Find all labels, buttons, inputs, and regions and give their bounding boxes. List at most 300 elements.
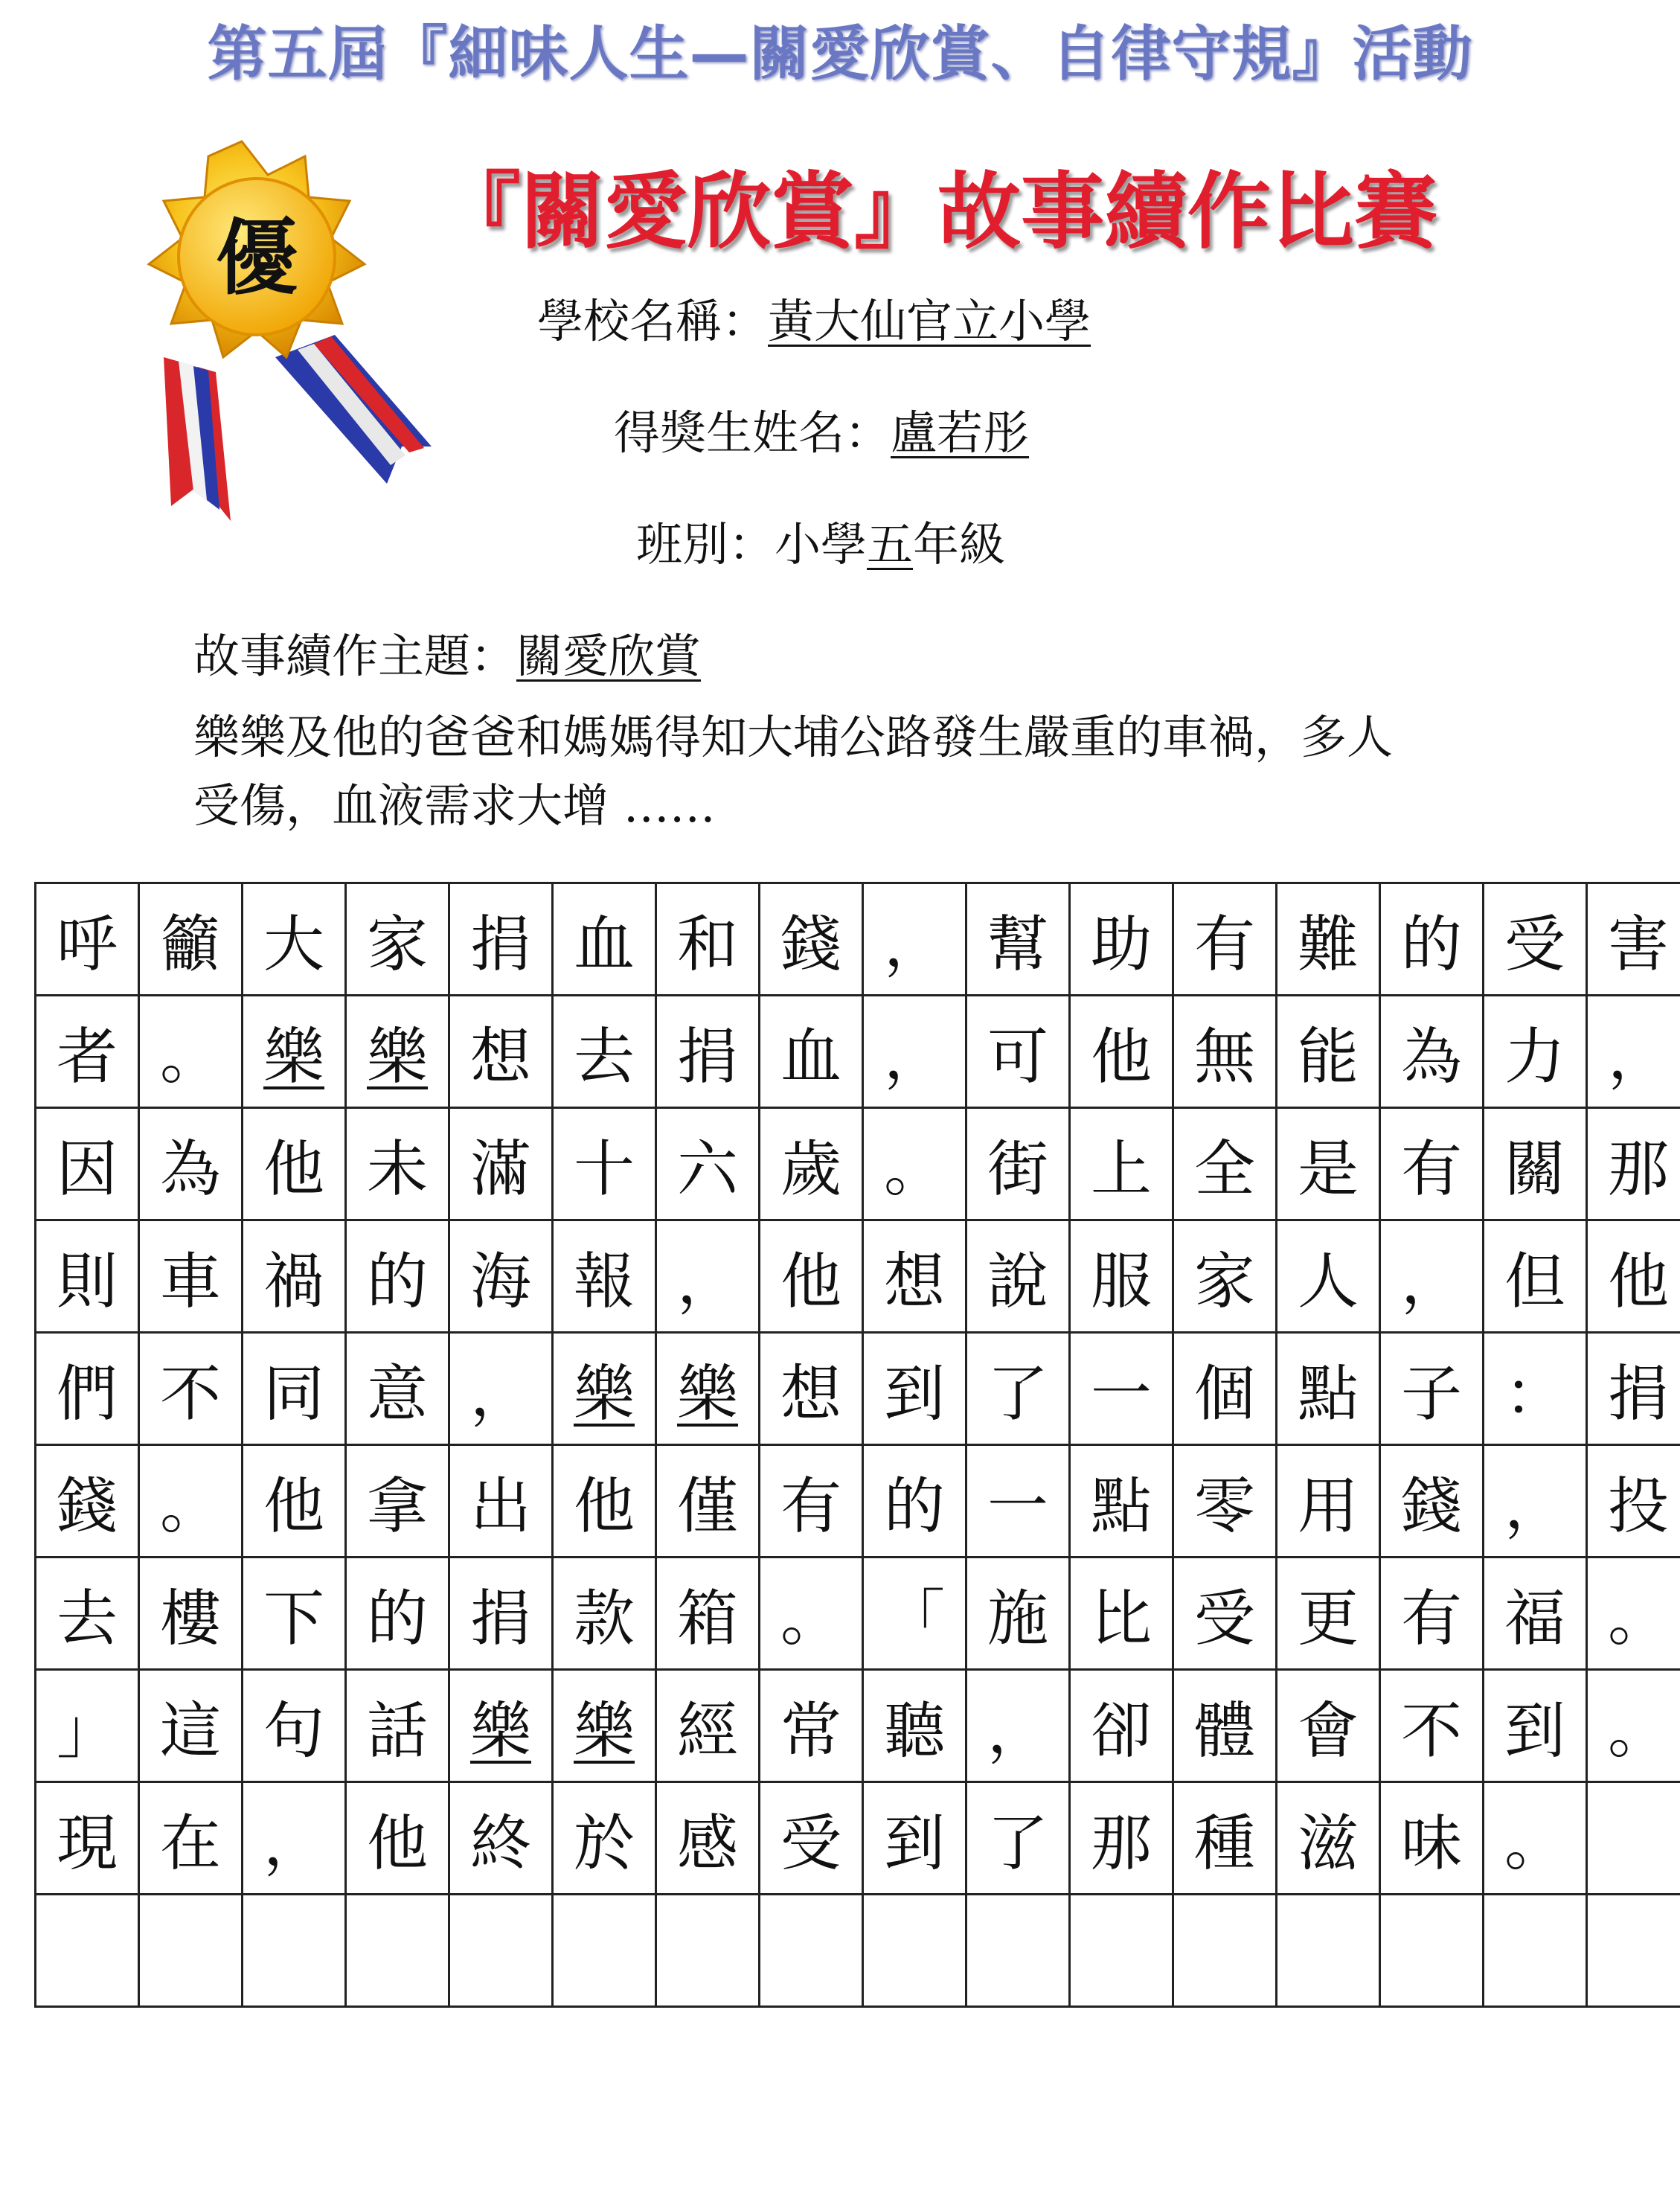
grid-char: 血: [573, 909, 635, 980]
grid-cell: [1277, 1782, 1380, 1895]
grid-cell: [1173, 883, 1277, 996]
grid-char: 助: [1090, 909, 1152, 980]
grid-cell: [449, 1670, 553, 1782]
grid-char: 樂: [263, 1021, 324, 1092]
grid-char: 他: [780, 1246, 841, 1317]
grid-char: ，: [469, 1358, 531, 1430]
grid-cell: [1484, 1220, 1587, 1333]
grid-cell: [553, 1895, 656, 2007]
grid-cell: [760, 883, 863, 996]
grid-cell: [346, 996, 449, 1108]
school-value: 黃大仙官立小學: [768, 294, 1091, 348]
grid-cell: [656, 996, 760, 1108]
grid-char: 。: [159, 1470, 221, 1542]
grid-char: 投: [1607, 1470, 1669, 1542]
grid-cell: [346, 1670, 449, 1782]
grid-char: 比: [1090, 1583, 1152, 1654]
grid-char: 捐: [676, 1021, 738, 1092]
grid-cell: [139, 1558, 243, 1670]
grid-char: 那: [1607, 1133, 1669, 1205]
grid-char: 們: [56, 1358, 118, 1430]
grid-char: 箱: [676, 1583, 738, 1654]
grid-row: [36, 1445, 1680, 1558]
grid-cell: [1587, 1333, 1680, 1445]
theme-value: 關愛欣賞: [516, 629, 702, 683]
grid-cell: [553, 1220, 656, 1333]
grid-char: 錢: [1400, 1470, 1462, 1542]
grid-char: 終: [469, 1808, 531, 1879]
grid-cell: [1484, 1558, 1587, 1670]
grid-cell: [863, 996, 966, 1108]
grid-cell: [36, 1108, 139, 1220]
grid-cell: [449, 1558, 553, 1670]
grid-char: 。: [159, 1021, 221, 1092]
grid-cell: [1380, 1670, 1484, 1782]
grid-char: 零: [1193, 1470, 1255, 1542]
grid-cell: [966, 996, 1070, 1108]
school-label: 學校名稱：: [537, 294, 769, 348]
theme-line: [193, 619, 701, 685]
grid-char: 受: [780, 1808, 841, 1879]
grid-char: 未: [366, 1133, 428, 1205]
grid-cell: [139, 1108, 243, 1220]
grid-cell: [553, 1670, 656, 1782]
grid-char: 「: [883, 1583, 945, 1654]
story-prompt: [193, 703, 1533, 840]
grid-cell: [36, 1895, 139, 2007]
grid-cell: [1173, 1895, 1277, 2007]
grid-cell: [139, 1445, 243, 1558]
grid-cell: [449, 1220, 553, 1333]
grid-cell: [449, 996, 553, 1108]
grid-cell: [863, 1670, 966, 1782]
grid-cell: [139, 1782, 243, 1895]
grid-char: 的: [883, 1470, 945, 1542]
grid-char: ，: [883, 909, 945, 980]
grid-char: 福: [1504, 1583, 1565, 1654]
grid-cell: [1173, 996, 1277, 1108]
grid-char: 人: [1297, 1246, 1359, 1317]
grid-char: 的: [1400, 909, 1462, 980]
grid-cell: [1587, 1670, 1680, 1782]
grid-char: 個: [1193, 1358, 1255, 1430]
grid-char: 話: [366, 1695, 428, 1767]
grid-cell: [760, 1220, 863, 1333]
grid-char: 同: [263, 1358, 324, 1430]
grid-char: 捐: [469, 909, 531, 980]
grid-char: 他: [263, 1133, 324, 1205]
grid-char: 無: [1193, 1021, 1255, 1092]
grid-cell: [863, 1333, 966, 1445]
grid-cell: [966, 1558, 1070, 1670]
grid-cell: [36, 1558, 139, 1670]
grid-char: 。: [1607, 1695, 1669, 1767]
grid-row: [36, 1108, 1680, 1220]
grid-cell: [1380, 996, 1484, 1108]
grid-char: 拿: [366, 1470, 428, 1542]
grid-char: 的: [366, 1583, 428, 1654]
grid-cell: [1587, 1895, 1680, 2007]
grid-cell: [1484, 1670, 1587, 1782]
grid-char: 滋: [1297, 1808, 1359, 1879]
grid-cell: [243, 1445, 346, 1558]
grid-cell: [1380, 1333, 1484, 1445]
grid-cell: [656, 1670, 760, 1782]
grid-cell: [1070, 1782, 1173, 1895]
grid-char: 。: [780, 1583, 841, 1654]
grid-cell: [656, 1895, 760, 2007]
grid-char: 滿: [469, 1133, 531, 1205]
grid-cell: [553, 1782, 656, 1895]
grid-cell: [553, 1108, 656, 1220]
grid-char: 聽: [883, 1695, 945, 1767]
grid-char: 錢: [780, 909, 841, 980]
grid-cell: [760, 1670, 863, 1782]
grid-cell: [449, 1782, 553, 1895]
grid-cell: [243, 1670, 346, 1782]
grid-cell: [1484, 1895, 1587, 2007]
grid-cell: [1173, 1670, 1277, 1782]
grid-char: 呼: [56, 909, 118, 980]
grid-char: 害: [1607, 909, 1669, 980]
grid-char: 籲: [159, 909, 221, 980]
grid-char: 全: [1193, 1133, 1255, 1205]
grid-cell: [760, 1333, 863, 1445]
student-line: [614, 396, 1029, 462]
grid-cell: [1173, 1782, 1277, 1895]
grid-cell: [1277, 1558, 1380, 1670]
grid-char: 關: [1504, 1133, 1565, 1205]
grid-char: 用: [1297, 1470, 1359, 1542]
class-line: [636, 508, 1005, 574]
grid-char: 有: [1400, 1583, 1462, 1654]
grid-cell: [863, 1895, 966, 2007]
grid-char: 感: [676, 1808, 738, 1879]
grid-cell: [1587, 996, 1680, 1108]
grid-cell: [1484, 1782, 1587, 1895]
grid-char: 則: [56, 1246, 118, 1317]
prompt-line-1: 樂樂及他的爸爸和媽媽得知大埔公路發生嚴重的車禍，多人: [193, 710, 1394, 764]
grid-cell: [553, 996, 656, 1108]
grid-cell: [553, 1333, 656, 1445]
grid-char: 捐: [1607, 1358, 1669, 1430]
grid-cell: [1173, 1445, 1277, 1558]
grid-cell: [139, 1670, 243, 1782]
grid-cell: [1070, 1558, 1173, 1670]
grid-char: 一: [1090, 1358, 1152, 1430]
grid-char: 樂: [469, 1695, 531, 1767]
grid-char: 家: [366, 909, 428, 980]
grid-cell: [1380, 1782, 1484, 1895]
grid-char: 想: [780, 1358, 841, 1430]
grid-char: 去: [56, 1583, 118, 1654]
grid-char: 了: [987, 1358, 1048, 1430]
grid-char: 因: [56, 1133, 118, 1205]
grid-char: ，: [1400, 1246, 1462, 1317]
grid-cell: [1277, 1670, 1380, 1782]
grid-char: 難: [1297, 909, 1359, 980]
grid-char: 」: [56, 1695, 118, 1767]
grid-char: ，: [883, 1021, 945, 1092]
grid-char: 於: [573, 1808, 635, 1879]
grid-cell: [863, 1558, 966, 1670]
class-grade: 五: [867, 517, 914, 572]
grid-char: 樓: [159, 1583, 221, 1654]
student-value: 盧若彤: [891, 406, 1030, 460]
grid-char: ，: [676, 1246, 738, 1317]
grid-cell: [36, 1782, 139, 1895]
grid-cell: [243, 1558, 346, 1670]
grid-char: 經: [676, 1695, 738, 1767]
grid-char: 他: [366, 1808, 428, 1879]
prompt-line-2: 受傷，血液需求大增 ……: [193, 778, 716, 833]
grid-char: 受: [1193, 1583, 1255, 1654]
class-suffix: 年級: [913, 517, 1006, 572]
grid-cell: [1484, 1108, 1587, 1220]
grid-cell: [139, 883, 243, 996]
grid-char: 常: [780, 1695, 841, 1767]
grid-cell: [139, 1333, 243, 1445]
grid-cell: [139, 1220, 243, 1333]
grid-cell: [1070, 1670, 1173, 1782]
grid-row: [36, 1220, 1680, 1333]
grid-cell: [1587, 1782, 1680, 1895]
grid-cell: [139, 996, 243, 1108]
grid-cell: [760, 1108, 863, 1220]
grid-cell: [863, 1108, 966, 1220]
grid-cell: [36, 1445, 139, 1558]
grid-char: 現: [56, 1808, 118, 1879]
grid-cell: [966, 1445, 1070, 1558]
grid-char: 能: [1297, 1021, 1359, 1092]
grid-cell: [1277, 883, 1380, 996]
theme-label: 故事續作主題：: [193, 629, 517, 683]
grid-char: 樂: [573, 1358, 635, 1430]
grid-char: 出: [469, 1470, 531, 1542]
grid-cell: [656, 1445, 760, 1558]
grid-char: 者: [56, 1021, 118, 1092]
grid-char: 捐: [469, 1583, 531, 1654]
grid-char: 錢: [56, 1470, 118, 1542]
grid-cell: [243, 1333, 346, 1445]
grid-cell: [760, 1445, 863, 1558]
class-prefix: 小學: [775, 517, 868, 572]
grid-cell: [656, 1108, 760, 1220]
grid-cell: [1070, 1220, 1173, 1333]
grid-cell: [1070, 1895, 1173, 2007]
grid-cell: [760, 1895, 863, 2007]
grid-char: 到: [1504, 1695, 1565, 1767]
grid-char: 有: [1193, 909, 1255, 980]
grid-char: ：: [1504, 1358, 1565, 1430]
grid-cell: [346, 1220, 449, 1333]
grid-cell: [1277, 1895, 1380, 2007]
grid-char: 。: [883, 1133, 945, 1205]
grid-cell: [346, 1108, 449, 1220]
grid-cell: [1380, 1558, 1484, 1670]
grid-char: 有: [1400, 1133, 1462, 1205]
grid-char: 血: [780, 1021, 841, 1092]
student-label: 得獎生姓名：: [614, 406, 891, 460]
class-label: 班別：: [636, 517, 775, 572]
grid-char: 力: [1504, 1021, 1565, 1092]
grid-char: 意: [366, 1358, 428, 1430]
grid-char: 為: [159, 1133, 221, 1205]
grid-char: 下: [263, 1583, 324, 1654]
grid-cell: [966, 1895, 1070, 2007]
grid-char: 禍: [263, 1246, 324, 1317]
essay-grid: [34, 882, 1680, 2008]
grid-char: 他: [263, 1470, 324, 1542]
grid-char: 樂: [573, 1695, 635, 1767]
grid-char: ，: [987, 1695, 1048, 1767]
grid-char: 不: [159, 1358, 221, 1430]
grid-cell: [346, 1445, 449, 1558]
grid-cell: [449, 1445, 553, 1558]
grid-cell: [449, 883, 553, 996]
grid-char: ，: [1504, 1470, 1565, 1542]
grid-char: 想: [883, 1246, 945, 1317]
grid-cell: [1380, 883, 1484, 996]
grid-char: 體: [1193, 1695, 1255, 1767]
grid-cell: [1070, 883, 1173, 996]
grid-char: 樂: [366, 1021, 428, 1092]
grid-cell: [346, 883, 449, 996]
grid-char: 點: [1090, 1470, 1152, 1542]
grid-cell: [346, 1558, 449, 1670]
grid-cell: [760, 1782, 863, 1895]
grid-char: 味: [1400, 1808, 1462, 1879]
grid-cell: [36, 883, 139, 996]
grid-char: 說: [987, 1246, 1048, 1317]
grid-char: 他: [573, 1470, 635, 1542]
grid-char: 到: [883, 1358, 945, 1430]
grid-cell: [863, 883, 966, 996]
grid-char: 大: [263, 909, 324, 980]
grid-char: 了: [987, 1808, 1048, 1879]
grid-char: 更: [1297, 1583, 1359, 1654]
grid-row: [36, 1333, 1680, 1445]
grid-char: 可: [987, 1021, 1048, 1092]
grid-cell: [656, 1558, 760, 1670]
grid-char: 會: [1297, 1695, 1359, 1767]
grid-cell: [553, 1445, 656, 1558]
grid-cell: [1277, 1220, 1380, 1333]
grid-char: 受: [1504, 909, 1565, 980]
grid-cell: [863, 1782, 966, 1895]
grid-cell: [346, 1895, 449, 2007]
grid-cell: [243, 996, 346, 1108]
grid-cell: [1277, 1333, 1380, 1445]
grid-char: 的: [366, 1246, 428, 1317]
grid-cell: [36, 1220, 139, 1333]
grid-cell: [1380, 1220, 1484, 1333]
grid-cell: [966, 883, 1070, 996]
grid-char: 報: [573, 1246, 635, 1317]
grid-cell: [1070, 1445, 1173, 1558]
grid-cell: [1484, 883, 1587, 996]
grid-cell: [1587, 1220, 1680, 1333]
grid-cell: [346, 1333, 449, 1445]
grid-cell: [1587, 1558, 1680, 1670]
grid-char: 六: [676, 1133, 738, 1205]
contest-title: 『關愛欣賞』故事續作比賽: [437, 164, 1437, 260]
grid-char: 歲: [780, 1133, 841, 1205]
grid-cell: [656, 883, 760, 996]
grid-cell: [656, 1333, 760, 1445]
grid-char: 這: [159, 1695, 221, 1767]
grid-cell: [1277, 996, 1380, 1108]
grid-cell: [1070, 996, 1173, 1108]
grid-cell: [1484, 1333, 1587, 1445]
grid-cell: [1173, 1558, 1277, 1670]
grid-char: 句: [263, 1695, 324, 1767]
grid-char: 為: [1400, 1021, 1462, 1092]
grid-cell: [449, 1108, 553, 1220]
grid-cell: [966, 1108, 1070, 1220]
grid-row: [36, 1895, 1680, 2007]
grid-cell: [656, 1220, 760, 1333]
grid-cell: [243, 1220, 346, 1333]
grid-cell: [1484, 996, 1587, 1108]
grid-char: 上: [1090, 1133, 1152, 1205]
grid-char: 家: [1193, 1246, 1255, 1317]
grid-row: [36, 1782, 1680, 1895]
grid-char: 他: [1607, 1246, 1669, 1317]
grid-cell: [36, 1670, 139, 1782]
grid-char: 在: [159, 1808, 221, 1879]
grid-cell: [1380, 1895, 1484, 2007]
grid-char: 到: [883, 1808, 945, 1879]
grid-cell: [1173, 1333, 1277, 1445]
grid-char: 施: [987, 1583, 1048, 1654]
grid-cell: [1380, 1108, 1484, 1220]
grid-char: 想: [469, 1021, 531, 1092]
grid-cell: [863, 1220, 966, 1333]
grid-char: 點: [1297, 1358, 1359, 1430]
grid-cell: [449, 1333, 553, 1445]
grid-cell: [36, 996, 139, 1108]
grid-row: [36, 1558, 1680, 1670]
grid-cell: [760, 996, 863, 1108]
grid-char: 街: [987, 1133, 1048, 1205]
grid-char: ，: [263, 1808, 324, 1879]
grid-cell: [1587, 1445, 1680, 1558]
grid-cell: [243, 1108, 346, 1220]
grid-cell: [1173, 1108, 1277, 1220]
grid-char: 但: [1504, 1246, 1565, 1317]
grid-char: 去: [573, 1021, 635, 1092]
grid-char: 。: [1504, 1808, 1565, 1879]
grid-char: 種: [1193, 1808, 1255, 1879]
grid-cell: [966, 1670, 1070, 1782]
grid-char: 不: [1400, 1695, 1462, 1767]
grid-cell: [966, 1220, 1070, 1333]
grid-char: 僅: [676, 1470, 738, 1542]
grid-char: 車: [159, 1246, 221, 1317]
grid-char: 一: [987, 1470, 1048, 1542]
grid-cell: [1277, 1445, 1380, 1558]
grid-char: 他: [1090, 1021, 1152, 1092]
grid-cell: [1070, 1333, 1173, 1445]
grid-row: [36, 883, 1680, 996]
grid-cell: [1173, 1220, 1277, 1333]
grid-cell: [139, 1895, 243, 2007]
grid-cell: [1587, 883, 1680, 996]
grid-cell: [1380, 1445, 1484, 1558]
grid-row: [36, 1670, 1680, 1782]
grid-cell: [656, 1782, 760, 1895]
